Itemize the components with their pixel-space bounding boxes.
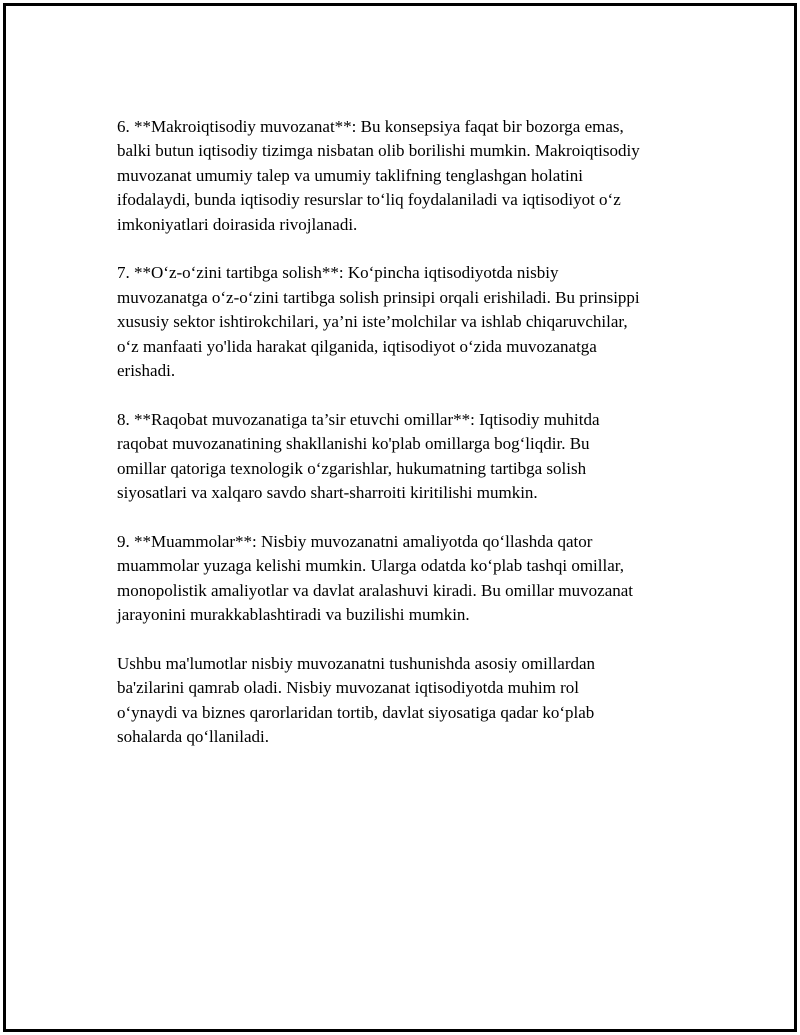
paragraph-makroiqtisodiy-muvozanat: 6. **Makroiqtisodiy muvozanat**: Bu konsepsiya faqat bir bozorga emas, balki butun iqtisodiy tizimga nisbatan olib borilishi mumkin. Makroiqtisodiy muvozanat umumiy talep va umumiy taklifning tenglashgan holatini ifodalaydi, bunda iqtisodiy resurslar to‘liq foydalaniladi va iqtisodiyot o‘z imkoniyatlari doirasida rivojlanadi.: [117, 117, 640, 234]
paragraph-oz-ozini-tartibga-solish: 7. **O‘z-o‘zini tartibga solish**: Ko‘pincha iqtisodiyotda nisbiy muvozanatga o‘z-o‘zini tartibga solish prinsipi orqali erishiladi. Bu prinsippi xususiy sektor ishtirokchilari, ya’ni iste’molchilar va ishlab chiqaruvchilar, o‘z manfaati yo'lida harakat qilganida, iqtisodiyot o‘zida muvozanatga erishadi.: [117, 263, 640, 381]
document-body: [117, 115, 702, 774]
paragraph-conclusion: Ushbu ma'lumotlar nisbiy muvozanatni tushunishda asosiy omillardan ba'zilarini qamrab oladi. Nisbiy muvozanat iqtisodiyotda muhim rol o‘ynaydi va biznes qarorlaridan tortib, davlat siyosatiga qadar ko‘plab sohalarda qo‘llaniladi.: [117, 653, 596, 747]
paragraph-muammolar: 9. **Muammolar**: Nisbiy muvozanatni amaliyotda qo‘llashda qator muammolar yuzaga kelishi mumkin. Ularga odatda ko‘plab tashqi omillar, monopolistik amaliyotlar va davlat aralashuvi kiradi. Bu omillar muvozanat jarayonini murakkablashtiradi va buzilishi mumkin.: [117, 531, 634, 625]
paragraph-raqobat-muvozanati: 8. **Raqobat muvozanatiga ta’sir etuvchi omillar**: Iqtisodiy muhitda raqobat muvozanatining shakllanishi ko'plab omillarga bog‘liqdir. Bu omillar qatoriga texnologik o‘zgarishlar, hukumatning tartibga solish siyosatlari va xalqaro savdo shart-sharroiti kiritilishi mumkin.: [117, 409, 600, 503]
